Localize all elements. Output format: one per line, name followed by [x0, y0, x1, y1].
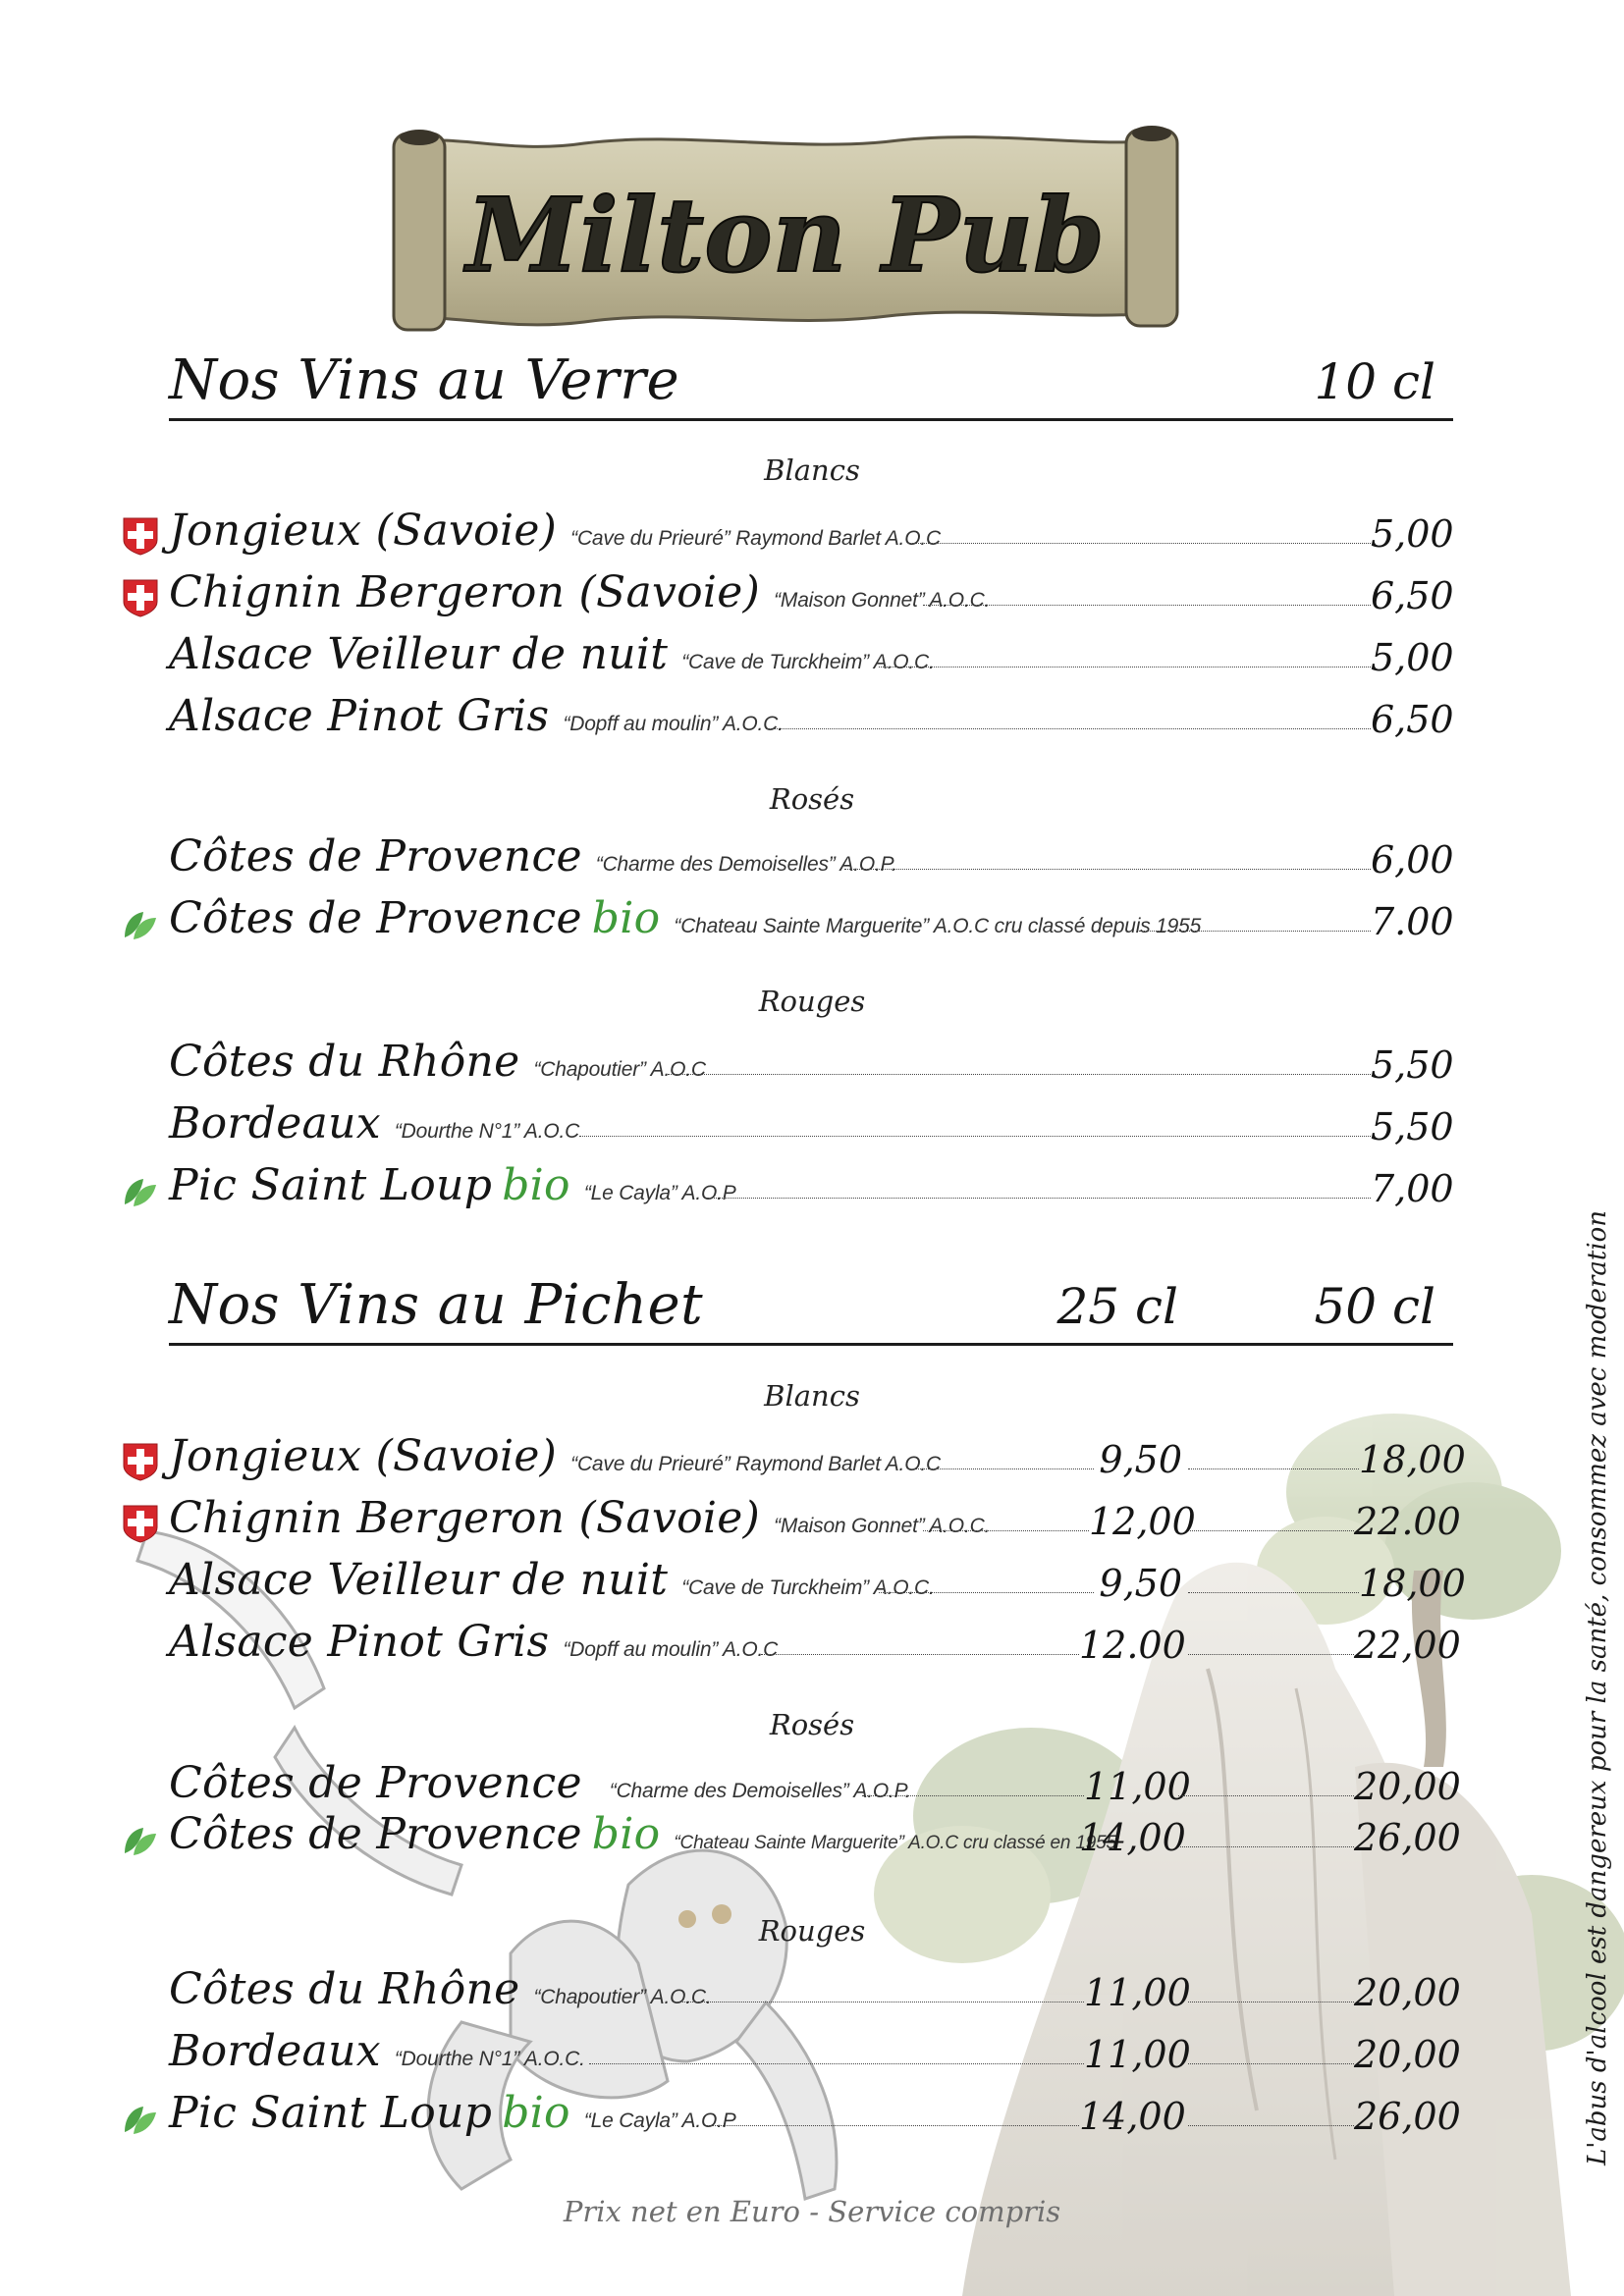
wine-name: Jongieux (Savoie) “Cave du Prieuré” Raymond Barlet A.O.C: [169, 1431, 941, 1481]
wine-producer: “Le Cayla” A.O.P: [583, 2109, 736, 2132]
price: 5,50: [1371, 1043, 1454, 1087]
price-25cl: 12,00: [1089, 1500, 1196, 1543]
bio-label: bio: [502, 1160, 570, 1210]
price-50cl: 26,00: [1354, 2095, 1461, 2138]
bio-label: bio: [591, 893, 661, 943]
glass-group-rouges-title: Rouges: [758, 985, 866, 1018]
wine-producer: “Chapoutier” A.O.C.: [533, 1986, 712, 2008]
wine-producer: “Dourthe N°1” A.O.C: [394, 1120, 580, 1143]
dot-leader: [862, 1795, 1084, 1796]
wine-producer: “Dopff au moulin” A.O.C: [563, 1638, 779, 1661]
pitcher-group-roses-title: Rosés: [769, 1708, 855, 1741]
wine-name: Alsace Pinot Gris “Dopff au moulin” A.O.C.: [169, 691, 784, 741]
glass-item-rhone: [0, 1036, 1624, 1095]
price: 6,50: [1371, 698, 1454, 741]
wine-producer: “Chateau Sainte Marguerite” A.O.C cru classé depuis 1955: [674, 915, 1202, 937]
wine-producer: “Cave du Prieuré” Raymond Barlet A.O.C: [570, 527, 941, 550]
organic-leaf-icon: [122, 1171, 159, 1210]
glass-item-alsace-pinot: [0, 690, 1624, 749]
health-warning: L'abus d'alcool est dangereux pour la santé, consommez avec moderation: [1583, 1209, 1612, 2165]
dot-leader: [844, 869, 1371, 870]
price-50cl: 18,00: [1359, 1562, 1466, 1605]
savoie-cross-icon: [122, 1504, 159, 1543]
glass-item-provence-bio: [0, 892, 1624, 951]
price: 6,50: [1371, 574, 1454, 617]
wine-name: Chignin Bergeron (Savoie) “Maison Gonnet” A.O.C.: [169, 567, 991, 617]
dot-leader: [579, 1136, 1371, 1137]
dot-leader: [707, 1198, 1371, 1199]
savoie-cross-icon: [122, 1442, 159, 1481]
glass-group-roses-title: Rosés: [769, 782, 855, 816]
glass-group-blancs-title: Blancs: [764, 454, 860, 487]
milton-pub-logo: [388, 126, 1183, 337]
wine-name: Côtes du Rhône “Chapoutier” A.O.C: [169, 1037, 706, 1087]
glass-volume: 10 cl: [1314, 353, 1435, 410]
dot-leader: [1178, 1795, 1354, 1796]
dot-leader: [1188, 1530, 1354, 1531]
pitcher-item-bordeaux: [0, 2025, 1624, 2084]
dot-leader: [589, 2063, 1084, 2064]
footer-note: Prix net en Euro - Service compris: [563, 2195, 1061, 2228]
wine-name: Alsace Veilleur de nuit “Cave de Turckheim” A.O.C.: [169, 629, 935, 679]
wine-producer: “Chateau Sainte Marguerite” A.O.C cru classé en 1955: [674, 1833, 1116, 1853]
price-25cl: 14,00: [1079, 1816, 1186, 1859]
glass-item-jongieux: [0, 505, 1624, 563]
price-50cl: 20,00: [1354, 2033, 1461, 2076]
glass-item-chignin: [0, 566, 1624, 625]
logo-text: Milton Pub: [466, 175, 1105, 295]
dot-leader: [761, 1654, 1079, 1655]
pitcher-title: Nos Vins au Pichet: [169, 1273, 704, 1337]
dot-leader: [1178, 1846, 1354, 1847]
glass-header: [169, 346, 1453, 421]
wine-producer: “Maison Gonnet” A.O.C.: [774, 589, 991, 612]
savoie-cross-icon: [122, 516, 159, 556]
wine-name: Côtes de Provence bio “Chateau Sainte Marguerite” A.O.C cru classé depuis 1955: [169, 893, 1202, 943]
wine-name: Jongieux (Savoie) “Cave du Prieuré” Raymond Barlet A.O.C: [169, 506, 941, 556]
dot-leader: [1188, 1592, 1359, 1593]
pitcher-item-pic-saint-loup: [0, 2087, 1624, 2146]
wine-name: Pic Saint Loup bio “Le Cayla” A.O.P: [169, 2088, 736, 2138]
pitcher-volume-small: 25 cl: [1056, 1278, 1178, 1335]
price: 7.00: [1371, 900, 1454, 943]
wine-producer: “Chapoutier” A.O.C: [533, 1058, 706, 1081]
pitcher-header: [169, 1270, 1453, 1346]
wine-producer: “Charme des Demoiselles” A.O.P.: [609, 1780, 911, 1802]
dot-leader: [1188, 1654, 1354, 1655]
pitcher-item-alsace-veilleur: [0, 1554, 1624, 1613]
price: 5,00: [1371, 512, 1454, 556]
price-25cl: 11,00: [1084, 1971, 1191, 2014]
price-25cl: 12.00: [1079, 1624, 1186, 1667]
wine-producer: “Dopff au moulin” A.O.C.: [563, 713, 784, 735]
dot-leader: [879, 1592, 1094, 1593]
glass-item-provence: [0, 830, 1624, 889]
price-25cl: 11,00: [1084, 2033, 1191, 2076]
pitcher-item-provence: [0, 1757, 1624, 1816]
dot-leader: [923, 1530, 1089, 1531]
pitcher-group-rouges-title: Rouges: [758, 1914, 866, 1948]
wine-producer: “Le Cayla” A.O.P: [583, 1182, 736, 1204]
price-50cl: 18,00: [1359, 1438, 1466, 1481]
price-50cl: 20,00: [1354, 1765, 1461, 1808]
pitcher-group-blancs-title: Blancs: [764, 1379, 860, 1413]
price: 6,00: [1371, 838, 1454, 881]
price-25cl: 9,50: [1099, 1438, 1182, 1481]
dot-leader: [1139, 931, 1371, 932]
pitcher-item-jongieux: [0, 1430, 1624, 1489]
glass-item-pic-saint-loup: [0, 1159, 1624, 1218]
pitcher-item-rhone: [0, 1963, 1624, 2022]
price: 7,00: [1371, 1167, 1454, 1210]
wine-name: Bordeaux “Dourthe N°1” A.O.C: [169, 1098, 580, 1148]
price-25cl: 14,00: [1079, 2095, 1186, 2138]
price-50cl: 22.00: [1354, 1500, 1461, 1543]
pitcher-item-alsace-pinot: [0, 1616, 1624, 1675]
wine-name: Chignin Bergeron (Savoie) “Maison Gonnet” A.O.C.: [169, 1493, 991, 1543]
wine-name: Alsace Pinot Gris “Dopff au moulin” A.O.C: [169, 1617, 779, 1667]
savoie-cross-icon: [122, 578, 159, 617]
wine-name: Côtes de Provence “Charme des Demoiselles” A.O.P.: [169, 831, 897, 881]
price-50cl: 22,00: [1354, 1624, 1461, 1667]
pitcher-volume-large: 50 cl: [1314, 1278, 1435, 1335]
price: 5,00: [1371, 636, 1454, 679]
wine-name: Bordeaux “Dourthe N°1” A.O.C.: [169, 2026, 585, 2076]
dot-leader: [707, 2125, 1079, 2126]
dot-leader: [923, 605, 1371, 606]
price-25cl: 11,00: [1084, 1765, 1191, 1808]
glass-item-alsace-veilleur: [0, 628, 1624, 687]
dot-leader: [908, 543, 1371, 544]
dot-leader: [1188, 2125, 1354, 2126]
pitcher-item-provence-bio: [0, 1808, 1624, 1867]
wine-name: Côtes de Provence “Charme des Demoiselles” A.O.P.: [169, 1758, 911, 1808]
dot-leader: [1188, 2063, 1354, 2064]
wine-producer: “Cave de Turckheim” A.O.C.: [681, 1576, 935, 1599]
bio-label: bio: [502, 2088, 570, 2138]
organic-leaf-icon: [122, 1820, 159, 1859]
organic-leaf-icon: [122, 2099, 159, 2138]
wine-name: Côtes de Provence bio “Chateau Sainte Marguerite” A.O.C cru classé en 1955: [169, 1809, 1116, 1859]
wine-producer: “Maison Gonnet” A.O.C.: [774, 1515, 991, 1537]
price-50cl: 20,00: [1354, 1971, 1461, 2014]
wine-name: Côtes du Rhône “Chapoutier” A.O.C.: [169, 1964, 712, 2014]
dot-leader: [766, 728, 1371, 729]
dot-leader: [1188, 1468, 1359, 1469]
wine-producer: “Dourthe N°1” A.O.C.: [394, 2048, 585, 2070]
price-25cl: 9,50: [1099, 1562, 1182, 1605]
wine-producer: “Charme des Demoiselles” A.O.P.: [595, 853, 897, 876]
organic-leaf-icon: [122, 904, 159, 943]
wine-name: Alsace Veilleur de nuit “Cave de Turckheim” A.O.C.: [169, 1555, 935, 1605]
wine-name: Pic Saint Loup bio “Le Cayla” A.O.P: [169, 1160, 736, 1210]
wine-producer: “Cave du Prieuré” Raymond Barlet A.O.C: [570, 1453, 941, 1475]
dot-leader: [913, 1468, 1094, 1469]
dot-leader: [668, 1074, 1371, 1075]
price-50cl: 26,00: [1354, 1816, 1461, 1859]
wine-producer: “Cave de Turckheim” A.O.C.: [681, 651, 935, 673]
pitcher-item-chignin: [0, 1492, 1624, 1551]
price: 5,50: [1371, 1105, 1454, 1148]
glass-title: Nos Vins au Verre: [169, 348, 680, 412]
bio-label: bio: [591, 1809, 661, 1859]
glass-item-bordeaux: [0, 1097, 1624, 1156]
